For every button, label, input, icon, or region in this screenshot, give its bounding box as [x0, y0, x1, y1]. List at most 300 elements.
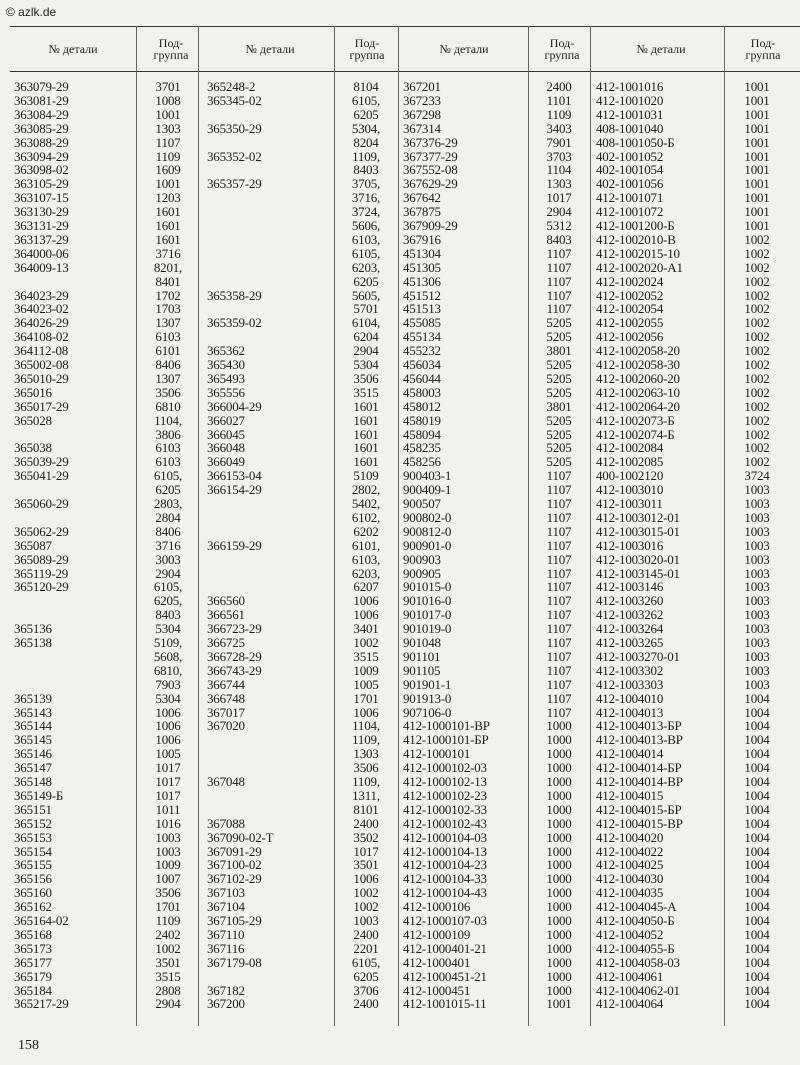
part-number-cell: 366049 [207, 454, 245, 470]
part-number-cell: 365041-29 [14, 468, 69, 484]
part-number-cell: 366153-04 [207, 468, 262, 484]
subgroup-cell: 1002 [744, 398, 770, 414]
subgroup-cell: 3806 [155, 426, 181, 442]
subgroup-cell: 5109 [353, 468, 379, 484]
part-number-cell: 367377-29 [403, 148, 458, 164]
subgroup-cell: 1000 [546, 760, 572, 776]
part-number-cell [207, 275, 332, 289]
subgroup-cell: 6105, [153, 579, 183, 595]
part-number-cell: 363081-29 [14, 92, 69, 108]
part-number-cell: 412-1004022 [596, 843, 664, 859]
part-number-cell: 900812-0 [403, 523, 452, 539]
part-number-cell: 412-1002085 [596, 454, 664, 470]
part-number-cell: 365010-29 [14, 370, 69, 386]
subgroup-cell: 6101 [155, 343, 181, 359]
header-part-number-4: № детали [636, 42, 686, 56]
subgroup-cell: 1006 [155, 718, 181, 734]
subgroup-cell: 2802, [351, 482, 381, 498]
subgroup-cell: 1107 [546, 496, 572, 511]
part-number-cell: 412-1003015-01 [596, 523, 680, 539]
subgroup-cell: 6207 [353, 579, 379, 595]
subgroup-cell: 1003 [744, 676, 770, 692]
part-number-cell: 412-1000102-43 [403, 815, 487, 831]
part-number-cell: 412-1001015-11 [403, 996, 487, 1012]
subgroup-cell: 3706 [353, 982, 379, 998]
part-number-cell: 365173 [14, 940, 52, 956]
part-number-cell: 412-1004015-БР [596, 801, 682, 817]
part-number-cell [207, 580, 332, 594]
column-divider [136, 26, 137, 1026]
subgroup-cell: 1004 [744, 829, 770, 845]
part-number-cell [207, 261, 332, 275]
subgroup-cell: 1001 [744, 92, 770, 108]
subgroup-cell: 1006 [155, 732, 181, 748]
part-number-cell: 367048 [207, 774, 245, 789]
subgroup-cell: 1002 [744, 384, 770, 400]
subgroup-cell: 1002 [353, 899, 379, 915]
part-number-cell: 365148 [14, 774, 52, 789]
part-number-cell: 366744 [207, 676, 245, 692]
subgroup-cell: 1109, [352, 148, 380, 164]
subgroup-cell: 1002 [744, 231, 770, 247]
subgroup-cell: 1004 [744, 899, 770, 915]
subgroup-cell: 5205 [546, 370, 572, 386]
subgroup-cell: 1002 [744, 440, 770, 456]
subgroup-cell: 1000 [546, 718, 572, 734]
subgroup-cell: 1107 [546, 468, 572, 484]
subgroup-cell: 1004 [744, 690, 770, 706]
subgroup-cell: 2803, [153, 496, 183, 511]
part-number-cell: 412-1000102-33 [403, 801, 487, 817]
subgroup-cell: 5605, [351, 287, 381, 303]
part-number-cell: 412-1004013-БР [596, 718, 682, 734]
part-number-cell: 900901-0 [403, 537, 452, 553]
part-number-cell: 412-1002064-20 [596, 398, 680, 414]
subgroup-cell: 6101, [351, 537, 381, 553]
part-number-cell: 412-1002058-20 [596, 343, 680, 359]
subgroup-cell: 6205 [353, 968, 379, 984]
subgroup-cell: 2808 [155, 982, 181, 998]
subgroup-cell: 1004 [744, 968, 770, 984]
part-number-cell: 365143 [14, 704, 52, 720]
part-number-cell: 412-1004025 [596, 857, 664, 873]
subgroup-cell: 1107 [546, 593, 572, 609]
subgroup-cell: 1203 [155, 190, 181, 206]
part-number-cell [207, 497, 332, 511]
part-number-cell: 367314 [403, 120, 441, 136]
subgroup-cell: 3003 [155, 551, 181, 567]
part-number-cell: 412-1000401-21 [403, 940, 487, 956]
part-number-cell: 365120-29 [14, 579, 69, 595]
part-number-cell: 412-1002024 [596, 273, 664, 289]
column-divider [198, 26, 199, 1026]
part-number-cell: 408-1001040 [596, 120, 664, 136]
part-number-cell: 900409-1 [403, 482, 452, 498]
part-number-cell: 364000-06 [14, 245, 69, 261]
subgroup-cell: 2904 [353, 343, 379, 359]
subgroup-cell: 1109, [352, 774, 380, 789]
subgroup-cell: 1001 [744, 148, 770, 164]
part-number-cell: 412-1000401 [403, 954, 471, 970]
part-number-cell: 901016-0 [403, 593, 452, 609]
part-number-cell: 412-1003303 [596, 676, 664, 692]
part-number-cell: 367629-29 [403, 176, 458, 192]
part-number-cell: 412-1003145-01 [596, 565, 680, 581]
subgroup-cell: 1002 [744, 259, 770, 275]
subgroup-cell: 2400 [353, 926, 379, 942]
subgroup-cell: 1002 [353, 885, 379, 901]
subgroup-cell: 1000 [546, 801, 572, 817]
part-number-cell [14, 594, 134, 608]
subgroup-cell: 6103, [351, 231, 381, 247]
part-number-cell: 412-1002060-20 [596, 370, 680, 386]
subgroup-cell: 3515 [353, 384, 379, 400]
part-number-cell: 458256 [403, 454, 441, 470]
subgroup-cell: 1004 [744, 996, 770, 1012]
part-number-cell [207, 302, 332, 316]
part-number-cell: 412-1000102-13 [403, 774, 487, 789]
subgroup-cell: 1003 [744, 523, 770, 539]
part-number-cell: 367091-29 [207, 843, 262, 859]
part-number-cell: 412-1000451-21 [403, 968, 487, 984]
part-number-cell: 900403-1 [403, 468, 452, 484]
subgroup-cell: 1009 [353, 662, 379, 678]
subgroup-cell: 1601 [353, 440, 379, 456]
part-number-cell: 412-1000104-23 [403, 857, 487, 873]
part-number-cell [207, 219, 332, 233]
subgroup-cell: 2400 [353, 996, 379, 1012]
subgroup-cell: 1002 [744, 329, 770, 345]
subgroup-cell: 3506 [353, 370, 379, 386]
part-number-cell: 412-1004058-03 [596, 954, 680, 970]
subgroup-cell: 1107 [546, 482, 572, 498]
subgroup-cell: 1601 [155, 218, 181, 233]
subgroup-cell: 5109, [153, 635, 183, 650]
part-number-cell: 901019-0 [403, 621, 452, 637]
subgroup-cell: 1000 [546, 899, 572, 915]
part-number-cell: 367017 [207, 704, 245, 720]
subgroup-cell: 1000 [546, 954, 572, 970]
subgroup-cell: 8403 [155, 607, 181, 623]
subgroup-cell: 1107 [546, 690, 572, 706]
part-number-cell: 364026-29 [14, 315, 69, 331]
subgroup-cell: 1001 [155, 176, 181, 192]
subgroup-cell: 1000 [546, 857, 572, 873]
part-number-cell [207, 567, 332, 581]
subgroup-cell: 1006 [353, 593, 379, 609]
subgroup-cell: 1011 [155, 801, 181, 817]
subgroup-cell: 1107 [546, 607, 572, 623]
subgroup-cell: 7903 [155, 676, 181, 692]
part-number-cell: 366743-29 [207, 662, 262, 678]
part-number-cell: 366748 [207, 690, 245, 706]
part-number-cell [14, 608, 134, 622]
part-number-cell: 412-1002084 [596, 440, 664, 456]
subgroup-cell: 1311, [352, 787, 380, 803]
part-number-cell: 456044 [403, 370, 441, 386]
part-number-cell [207, 525, 332, 539]
part-number-cell: 412-1003260 [596, 593, 664, 609]
subgroup-cell: 1009 [155, 857, 181, 873]
part-number-cell: 412-1002058-30 [596, 357, 680, 372]
subgroup-cell: 6103, [351, 551, 381, 567]
subgroup-cell: 5402, [351, 496, 381, 511]
subgroup-cell: 1001 [744, 120, 770, 136]
part-number-cell: 412-1003265 [596, 635, 664, 650]
subgroup-cell: 1005 [353, 676, 379, 692]
subgroup-cell: 1002 [744, 454, 770, 470]
subgroup-cell: 6205 [353, 106, 379, 122]
subgroup-cell: 1004 [744, 732, 770, 748]
part-number-cell: 365168 [14, 926, 52, 942]
part-number-cell [207, 761, 332, 775]
table-header [10, 26, 800, 72]
subgroup-cell: 1601 [155, 204, 181, 220]
subgroup-cell: 2904 [546, 204, 572, 220]
part-number-cell: 455085 [403, 315, 441, 331]
subgroup-cell: 1003 [744, 537, 770, 553]
part-number-cell: 367110 [207, 926, 245, 942]
part-number-cell [207, 511, 332, 525]
subgroup-cell: 1000 [546, 940, 572, 956]
part-number-cell: 412-1002052 [596, 287, 664, 303]
part-number-cell: 412-1002063-10 [596, 384, 680, 400]
subgroup-cell: 1109 [155, 148, 181, 164]
part-number-cell: 365156 [14, 871, 52, 887]
subgroup-cell: 1001 [744, 162, 770, 178]
subgroup-cell: 6103 [155, 440, 181, 456]
part-number-cell: 412-1004062-01 [596, 982, 680, 998]
part-number-cell: 412-1001020 [596, 92, 664, 108]
part-number-cell [14, 275, 134, 289]
subgroup-cell: 1107 [546, 551, 572, 567]
subgroup-cell: 6204 [353, 329, 379, 345]
part-number-cell: 366027 [207, 412, 245, 428]
subgroup-cell: 1000 [546, 774, 572, 789]
part-number-cell: 367102-29 [207, 871, 262, 887]
subgroup-cell: 1004 [744, 760, 770, 776]
part-number-cell: 363107-15 [14, 190, 69, 206]
subgroup-cell: 1107 [546, 565, 572, 581]
part-number-cell: 367875 [403, 204, 441, 220]
part-number-cell [207, 136, 332, 150]
part-number-cell: 412-1004064 [596, 996, 664, 1012]
subgroup-cell: 1107 [546, 579, 572, 595]
subgroup-cell: 1006 [353, 607, 379, 623]
part-number-cell: 412-1002074-Б [596, 426, 675, 442]
subgroup-cell: 3716, [351, 190, 381, 206]
part-number-cell: 365352-02 [207, 148, 262, 164]
part-number-cell: 412-1004014-ВР [596, 774, 683, 789]
part-number-cell: 365119-29 [14, 565, 69, 581]
part-number-cell: 365155 [14, 857, 52, 873]
part-number-cell: 365164-02 [14, 913, 69, 928]
part-number-cell: 412-1000107-03 [403, 913, 487, 928]
subgroup-cell: 1107 [546, 621, 572, 637]
subgroup-cell: 3703 [546, 148, 572, 164]
subgroup-cell: 6105, [153, 468, 183, 484]
subgroup-cell: 8406 [155, 357, 181, 372]
column-divider [334, 26, 335, 1026]
subgroup-cell: 1002 [155, 940, 181, 956]
subgroup-cell: 8401 [155, 273, 181, 289]
subgroup-cell: 1001 [546, 996, 572, 1012]
part-number-cell: 365350-29 [207, 120, 262, 136]
subgroup-cell: 5304 [155, 690, 181, 706]
column-divider [528, 26, 529, 1026]
part-number-cell [14, 664, 134, 678]
subgroup-cell: 1004 [744, 940, 770, 956]
part-number-cell: 366560 [207, 593, 245, 609]
subgroup-cell: 6202 [353, 523, 379, 539]
part-number-cell: 365136 [14, 621, 52, 637]
part-number-cell: 412-1002020-А1 [596, 259, 683, 275]
subgroup-cell: 2904 [155, 565, 181, 581]
subgroup-cell: 1000 [546, 885, 572, 901]
part-number-cell: 412-1004035 [596, 885, 664, 901]
subgroup-cell: 1007 [155, 871, 181, 887]
subgroup-cell: 1000 [546, 871, 572, 887]
subgroup-cell: 1307 [155, 315, 181, 331]
subgroup-cell: 1104 [546, 162, 572, 178]
part-number-cell: 367103 [207, 885, 245, 901]
part-number-cell: 367105-29 [207, 913, 262, 928]
part-number-cell: 363098-02 [14, 162, 69, 178]
part-number-cell: 365017-29 [14, 398, 69, 414]
part-number-cell: 412-1000104-03 [403, 829, 487, 845]
subgroup-cell: 6810 [155, 398, 181, 414]
part-number-cell: 365144 [14, 718, 52, 734]
part-number-cell: 365145 [14, 732, 52, 748]
part-number-cell [207, 163, 332, 177]
part-number-cell: 366561 [207, 607, 245, 623]
part-number-cell [14, 428, 134, 442]
part-number-cell: 365152 [14, 815, 52, 831]
part-number-cell [14, 650, 134, 664]
part-number-cell [207, 970, 332, 984]
subgroup-cell: 3716 [155, 245, 181, 261]
subgroup-cell: 1002 [744, 412, 770, 428]
subgroup-cell: 1002 [744, 273, 770, 289]
subgroup-cell: 1006 [155, 704, 181, 720]
part-number-cell: 365177 [14, 954, 52, 970]
part-number-cell: 412-1000104-43 [403, 885, 487, 901]
subgroup-cell: 2201 [353, 940, 379, 956]
part-number-cell: 412-1000106 [403, 899, 471, 915]
subgroup-cell: 1601 [353, 412, 379, 428]
part-number-cell: 402-1001056 [596, 176, 664, 192]
subgroup-cell: 1107 [546, 635, 572, 650]
part-number-cell: 363137-29 [14, 231, 69, 247]
subgroup-cell: 1303 [546, 176, 572, 192]
part-number-cell: 901101 [403, 648, 441, 664]
part-number-cell: 365060-29 [14, 496, 69, 511]
part-number-cell: 365147 [14, 760, 52, 776]
subgroup-cell: 1017 [155, 774, 181, 789]
part-number-cell: 901017-0 [403, 607, 452, 623]
part-number-cell: 402-1001054 [596, 162, 664, 178]
subgroup-cell: 1004 [744, 774, 770, 789]
part-number-cell: 901015-0 [403, 579, 452, 595]
subgroup-cell: 1109 [546, 106, 572, 122]
subgroup-cell: 1004 [744, 913, 770, 928]
subgroup-cell: 1002 [744, 315, 770, 331]
subgroup-cell: 3401 [353, 621, 379, 637]
part-number-cell [207, 789, 332, 803]
part-number-cell: 412-1004030 [596, 871, 664, 887]
subgroup-cell: 5304 [353, 357, 379, 372]
part-number-cell: 412-1002073-Б [596, 412, 675, 428]
header-part-number-2: № детали [245, 42, 295, 56]
part-number-cell: 412-1000451 [403, 982, 471, 998]
subgroup-cell: 1107 [546, 676, 572, 692]
subgroup-cell: 1003 [744, 607, 770, 623]
part-number-cell: 900905 [403, 565, 441, 581]
part-number-cell: 412-1000104-13 [403, 843, 487, 859]
part-number-cell [207, 733, 332, 747]
part-number-cell: 458235 [403, 440, 441, 456]
part-number-cell: 451306 [403, 273, 441, 289]
part-number-cell: 366725 [207, 635, 245, 650]
subgroup-cell: 1005 [155, 746, 181, 762]
part-number-cell: 412-1000109 [403, 926, 471, 942]
subgroup-cell: 1601 [155, 231, 181, 247]
subgroup-cell: 1000 [546, 746, 572, 762]
subgroup-cell: 1107 [546, 273, 572, 289]
subgroup-cell: 1017 [546, 190, 572, 206]
part-number-cell: 367298 [403, 106, 441, 122]
part-number-cell: 363084-29 [14, 106, 69, 122]
subgroup-cell: 1609 [155, 162, 181, 178]
subgroup-cell: 5205 [546, 315, 572, 331]
subgroup-cell: 3515 [353, 648, 379, 664]
subgroup-cell: 1008 [155, 92, 181, 108]
part-number-cell: 412-1004013-ВР [596, 732, 683, 748]
subgroup-cell: 1004 [744, 704, 770, 720]
part-number-cell: 366159-29 [207, 537, 262, 553]
subgroup-cell: 3801 [546, 343, 572, 359]
subgroup-cell: 1307 [155, 370, 181, 386]
watermark: © azlk.de [6, 5, 57, 19]
part-number-cell: 367100-02 [207, 857, 262, 873]
part-number-cell: 363094-29 [14, 148, 69, 164]
subgroup-cell: 1004 [744, 815, 770, 831]
part-number-cell: 365149-Б [14, 787, 64, 803]
subgroup-cell: 1001 [744, 79, 770, 94]
part-number-cell [207, 233, 332, 247]
subgroup-cell: 1000 [546, 829, 572, 845]
subgroup-cell: 2400 [546, 79, 572, 94]
subgroup-cell: 3701 [155, 79, 181, 94]
subgroup-cell: 1107 [546, 245, 572, 261]
subgroup-cell: 5205 [546, 329, 572, 345]
subgroup-cell: 1107 [546, 662, 572, 678]
part-number-cell: 365028 [14, 412, 52, 428]
subgroup-cell: 1107 [546, 301, 572, 317]
subgroup-cell: 1003 [744, 551, 770, 567]
subgroup-cell: 1001 [155, 106, 181, 122]
subgroup-cell: 1006 [353, 871, 379, 887]
part-number-cell: 412-1004010 [596, 690, 664, 706]
subgroup-cell: 1303 [353, 746, 379, 762]
subgroup-cell: 1000 [546, 926, 572, 942]
part-number-cell: 412-1002055 [596, 315, 664, 331]
part-number-cell: 367916 [403, 231, 441, 247]
subgroup-cell: 1004 [744, 857, 770, 873]
subgroup-cell: 8201, [153, 259, 183, 275]
part-number-cell [207, 553, 332, 567]
subgroup-cell: 1000 [546, 732, 572, 748]
